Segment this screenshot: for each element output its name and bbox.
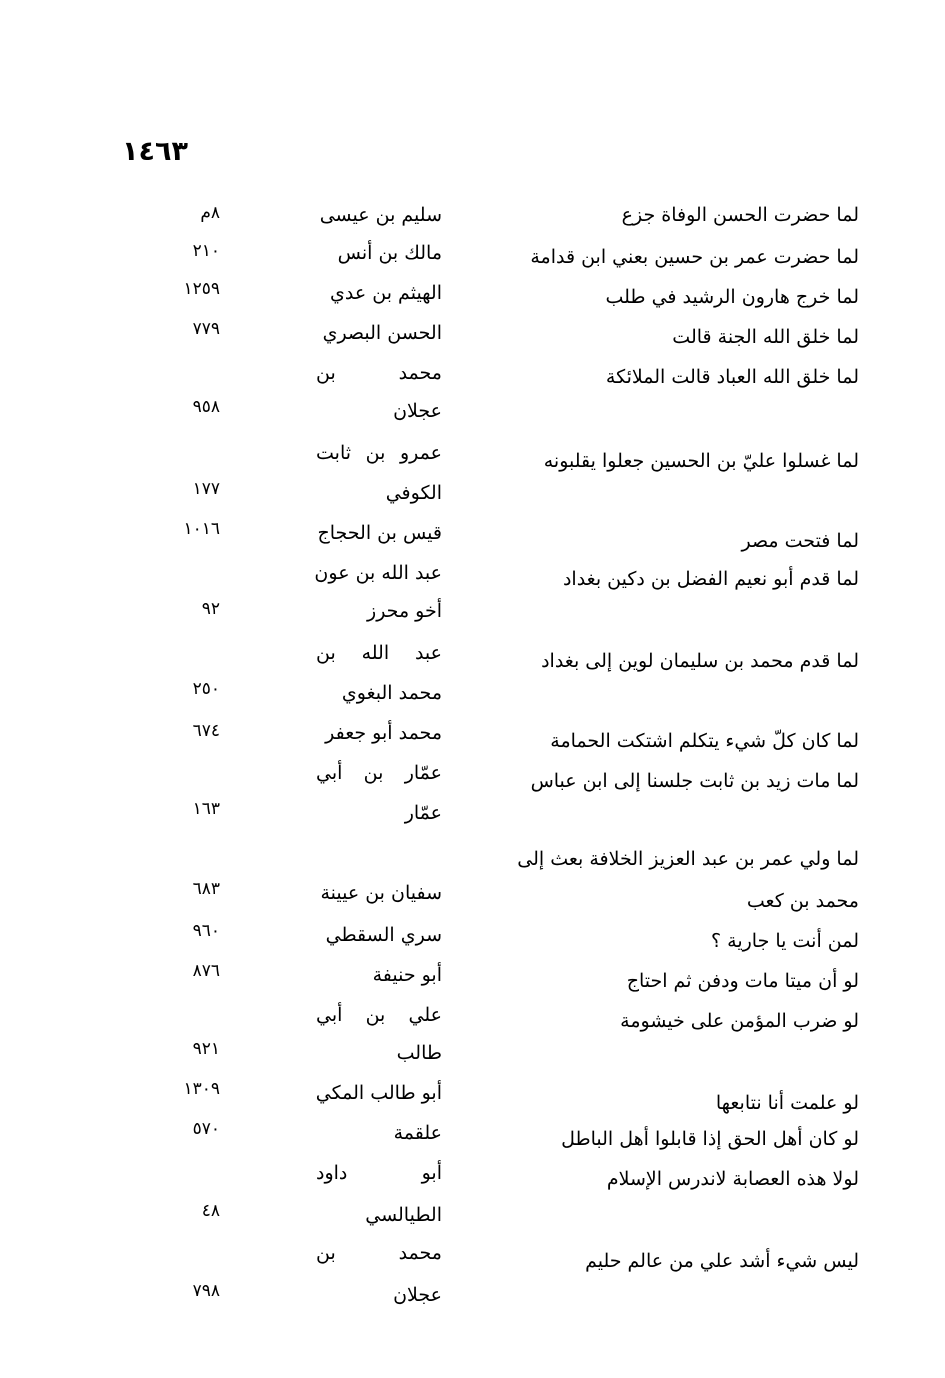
- entry-narrator: أبو طالب المكي: [315, 1082, 442, 1104]
- entry-page: ٧٩٨: [192, 1281, 220, 1301]
- entry-page: ٩٢١: [192, 1039, 220, 1059]
- entry-text: لولا هذه العصابة لاندرس الإسلام: [606, 1168, 859, 1190]
- entry-narrator: علي بن أبي: [316, 1004, 442, 1026]
- entry-text: لمن أنت يا جارية ؟: [711, 930, 859, 952]
- entry-page: ٢٥٠: [192, 679, 220, 699]
- entry-text: لما خلق الله العباد قالت الملائكة: [605, 366, 859, 388]
- entry-narrator: محمد البغوي: [341, 682, 442, 704]
- entry-narrator: أخو محرز: [367, 600, 442, 622]
- entry-page: ٨٧٦: [192, 961, 220, 981]
- entry-narrator: عجلان: [393, 1284, 442, 1306]
- entry-text: لما خلق الله الجنة قالت: [672, 326, 859, 348]
- entry-narrator: طالب: [396, 1042, 442, 1064]
- entry-text: لما قدم أبو نعيم الفضل بن دكين بغداد: [562, 568, 859, 590]
- entry-narrator: محمد بن: [316, 362, 442, 384]
- entry-text: لو كان أهل الحق إذا قابلوا أهل الباطل: [561, 1128, 859, 1150]
- page-number: ١٤٦٣: [122, 136, 188, 167]
- entry-text: محمد بن كعب: [746, 890, 859, 912]
- entry-text: لو ضرب المؤمن على خيشومة: [620, 1010, 859, 1032]
- entry-narrator: سليم بن عيسى: [319, 204, 442, 226]
- entry-text: لما غسلوا عليّ بن الحسين جعلوا يقلبونه: [543, 450, 859, 472]
- entry-narrator: عمّار بن أبي: [316, 762, 442, 784]
- entry-page: ٧٧٩: [192, 319, 220, 339]
- entry-narrator: عبد الله بن عون: [314, 562, 442, 584]
- entry-page: ٨م: [200, 203, 220, 223]
- entry-page: ٩٢: [201, 599, 220, 619]
- entry-text: لو علمت أنا نتابعها: [715, 1092, 859, 1114]
- entry-narrator: أبو حنيفة: [372, 964, 442, 986]
- entry-narrator: عمّار: [404, 802, 442, 824]
- entry-page: ٦٧٤: [192, 721, 220, 741]
- entry-narrator: الكوفي: [385, 482, 442, 504]
- entry-narrator: عبد الله بن: [316, 642, 442, 664]
- entry-text: لما حضرت الحسن الوفاة جزع: [621, 204, 859, 226]
- entry-page: ١٧٧: [192, 479, 220, 499]
- entry-text: لما مات زيد بن ثابت جلسنا إلى ابن عباس: [530, 770, 859, 792]
- entry-text: لما كان كلّ شيء يتكلم اشتكت الحمامة: [550, 730, 859, 752]
- entry-page: ٦٨٣: [192, 879, 220, 899]
- entry-narrator: أبو داود: [316, 1162, 442, 1184]
- entry-narrator: عمرو بن ثابت: [316, 442, 442, 464]
- entry-text: ليس شيء أشد علي من عالم حليم: [585, 1250, 859, 1272]
- entry-text: لما حضرت عمر بن حسين بعني ابن قدامة: [530, 246, 859, 268]
- entry-text: لو أن ميتا مات ودفن ثم احتاج: [626, 970, 859, 992]
- entry-page: ١٣٠٩: [183, 1079, 220, 1099]
- entry-narrator: سفيان بن عيينة: [320, 882, 442, 904]
- entry-text: لما قدم محمد بن سليمان لوين إلى بغداد: [541, 650, 859, 672]
- entry-narrator: مالك بن أنس: [337, 242, 442, 264]
- entry-page: ٩٦٠: [192, 921, 220, 941]
- entry-narrator: محمد أبو جعفر: [325, 722, 442, 744]
- entry-page: ٤٨: [201, 1201, 220, 1221]
- entry-text: لما خرج هارون الرشيد في طلب: [605, 286, 859, 308]
- entry-page: ١٦٣: [192, 799, 220, 819]
- entry-narrator: عجلان: [393, 400, 442, 422]
- entry-narrator: الحسن البصري: [322, 322, 442, 344]
- entry-page: ٥٧٠: [192, 1119, 220, 1139]
- entry-text: لما ولي عمر بن عبد العزيز الخلافة بعث إلى: [517, 848, 859, 870]
- entry-narrator: قيس بن الحجاج: [317, 522, 442, 544]
- entry-page: ٢١٠: [192, 241, 220, 261]
- entry-page: ١٠١٦: [183, 519, 220, 539]
- entry-page: ٩٥٨: [192, 397, 220, 417]
- entry-narrator: الطيالسي: [365, 1204, 442, 1226]
- entry-narrator: علقمة: [393, 1122, 442, 1144]
- entry-narrator: محمد بن: [316, 1242, 442, 1264]
- entry-page: ١٢٥٩: [183, 279, 220, 299]
- entry-narrator: الهيثم بن عدي: [330, 282, 442, 304]
- entry-text: لما فتحت مصر: [741, 530, 859, 552]
- entry-narrator: سري السقطي: [325, 924, 442, 946]
